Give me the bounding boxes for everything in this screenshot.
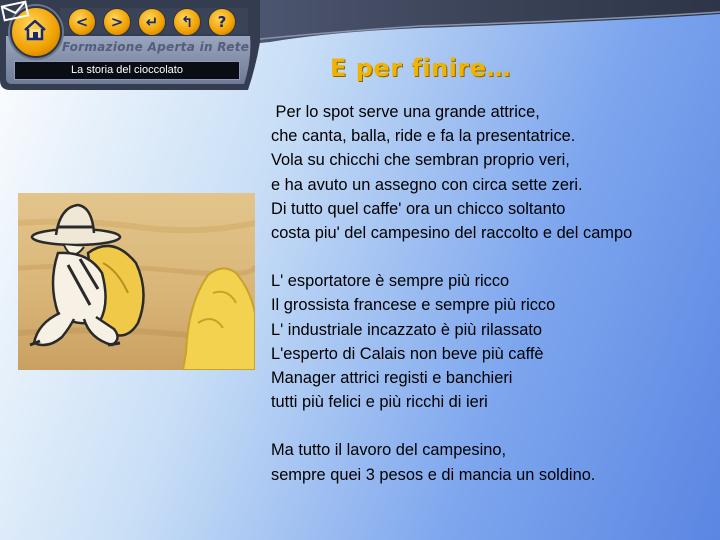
brand-name: Formazione Aperta in Rete bbox=[62, 40, 250, 54]
help-button[interactable] bbox=[208, 8, 236, 36]
enter-button[interactable] bbox=[138, 8, 166, 36]
stanza bbox=[271, 438, 717, 486]
up-level-icon: ↰ bbox=[180, 13, 194, 31]
poem-line: Manager attrici registi e banchieri bbox=[271, 369, 513, 388]
forward-button[interactable] bbox=[103, 8, 131, 36]
poem-line: costa piu' del campesino del raccolto e del campo bbox=[271, 224, 633, 243]
arrow-left-icon: < bbox=[75, 13, 89, 31]
stanza bbox=[271, 269, 717, 414]
poem-line: Vola su chicchi che sembran proprio veri, bbox=[271, 151, 570, 170]
campesino-illustration bbox=[18, 193, 255, 370]
poem-line: che canta, balla, ride e fa la presentatrice. bbox=[271, 127, 576, 146]
page-heading: E per finire… bbox=[330, 54, 511, 82]
poem-line: Ma tutto il lavoro del campesino, bbox=[271, 441, 507, 460]
return-icon: ↵ bbox=[145, 13, 159, 31]
poem-line: tutti più felici e più ricchi di ieri bbox=[271, 393, 488, 412]
poem-line: Il grossista francese e sempre più ricco bbox=[271, 296, 556, 315]
poem-line: Per lo spot serve una grande attrice, bbox=[271, 103, 540, 121]
envelope-icon[interactable] bbox=[0, 0, 30, 22]
poem-line: Di tutto quel caffe' ora un chicco soltanto bbox=[271, 199, 566, 218]
poem-line: L' industriale incazzato è più rilassato bbox=[271, 320, 542, 339]
back-button[interactable] bbox=[68, 8, 96, 36]
poem-line: L'esperto di Calais non beve più caffè bbox=[271, 344, 544, 363]
poem-line: e ha avuto un assegno con circa sette zeri. bbox=[271, 175, 583, 194]
stanza bbox=[271, 100, 717, 245]
poem-text bbox=[271, 100, 717, 487]
poem-line: L' esportatore è sempre più ricco bbox=[271, 272, 510, 291]
arrow-right-icon: > bbox=[110, 13, 124, 31]
poem-line: sempre quei 3 pesos e di mancia un soldino. bbox=[271, 465, 596, 484]
course-title: La storia del cioccolato bbox=[14, 61, 240, 80]
question-mark-icon: ? bbox=[217, 13, 227, 31]
campesino-image bbox=[18, 193, 255, 370]
up-level-button[interactable] bbox=[173, 8, 201, 36]
